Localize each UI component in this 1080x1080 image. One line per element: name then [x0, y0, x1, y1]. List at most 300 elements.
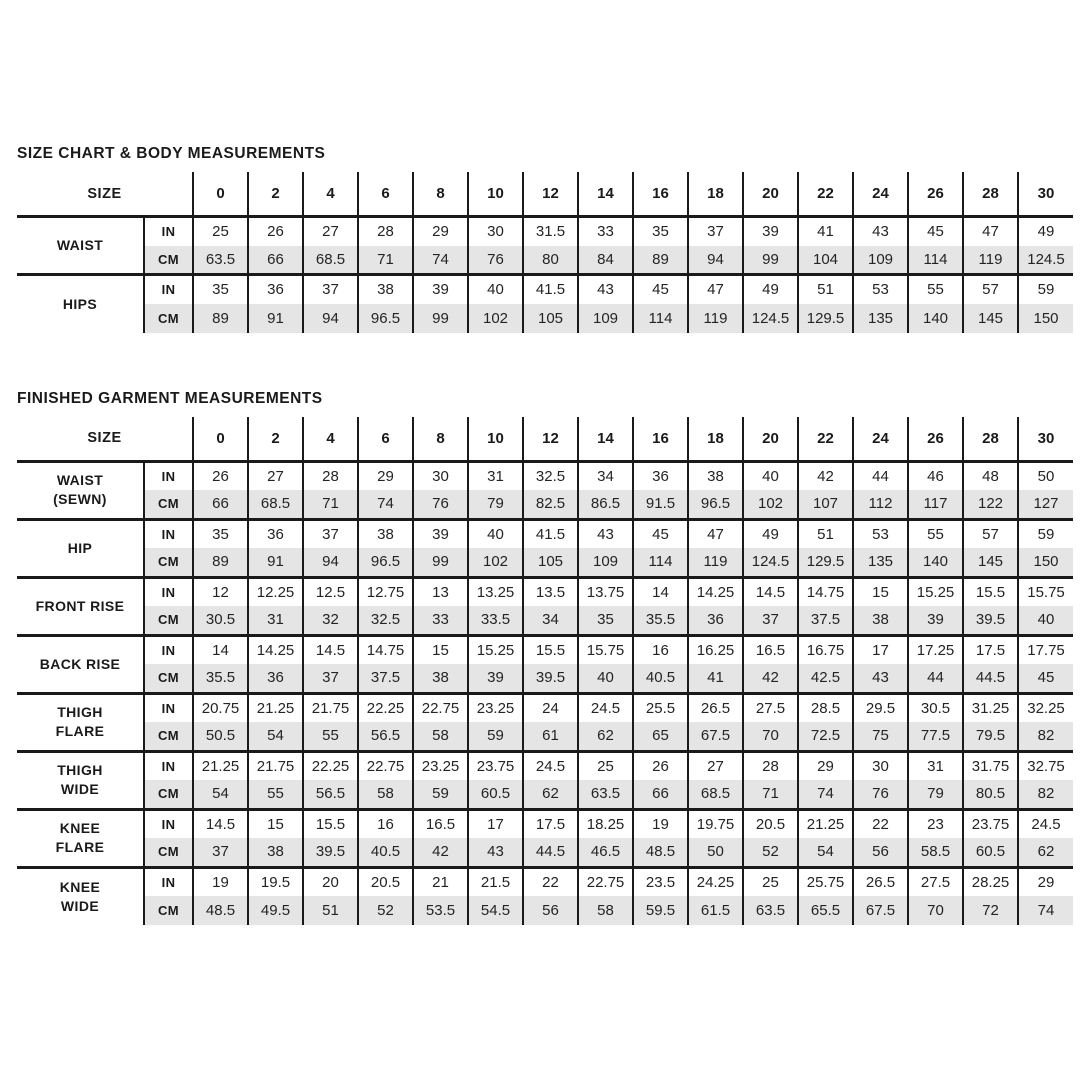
size-column-header: 10	[468, 417, 523, 462]
size-column-header: 24	[853, 172, 908, 217]
measurement-cell: 39.5	[303, 838, 358, 867]
size-column-header: 22	[798, 417, 853, 462]
measurement-cell: 44.5	[523, 838, 578, 867]
measurement-cell: 119	[688, 548, 743, 577]
measurement-cell: 68.5	[688, 780, 743, 809]
measurement-cell: 40.5	[633, 664, 688, 693]
measurement-cell: 38	[853, 606, 908, 635]
measurement-cell: 47	[688, 519, 743, 548]
measurement-cell: 89	[193, 548, 248, 577]
measurement-cell: 114	[908, 246, 963, 275]
measurement-cell: 86.5	[578, 490, 633, 519]
measurement-cell: 48.5	[193, 896, 248, 925]
measurement-cell: 47	[688, 275, 743, 304]
unit-label-in: IN	[144, 809, 193, 838]
measurement-cell: 27.5	[743, 693, 798, 722]
measurement-cell: 135	[853, 548, 908, 577]
measurement-cell: 42	[743, 664, 798, 693]
measurement-cell: 30.5	[193, 606, 248, 635]
measurement-cell: 44	[908, 664, 963, 693]
measurement-cell: 39	[908, 606, 963, 635]
measurement-cell: 31.25	[963, 693, 1018, 722]
measurement-cell: 65.5	[798, 896, 853, 925]
unit-label-in: IN	[144, 635, 193, 664]
measurement-cell: 67.5	[688, 722, 743, 751]
measurement-cell: 23.25	[468, 693, 523, 722]
measurement-cell: 15.75	[578, 635, 633, 664]
measurement-cell: 17	[853, 635, 908, 664]
unit-label-in: IN	[144, 867, 193, 896]
row-label: FRONT RISE	[17, 577, 144, 635]
measurement-cell: 56	[853, 838, 908, 867]
measurement-cell: 119	[963, 246, 1018, 275]
measurement-cell: 112	[853, 490, 908, 519]
measurement-cell: 43	[468, 838, 523, 867]
unit-label-cm: CM	[144, 722, 193, 751]
measurement-cell: 20.5	[358, 867, 413, 896]
measurement-cell: 21.5	[468, 867, 523, 896]
measurement-cell: 37.5	[798, 606, 853, 635]
measurement-row-cm	[17, 606, 1073, 635]
table-header	[17, 417, 1073, 462]
measurement-cell: 15.5	[963, 577, 1018, 606]
measurement-cell: 23	[908, 809, 963, 838]
measurement-cell: 32.25	[1018, 693, 1073, 722]
measurement-cell: 39.5	[523, 664, 578, 693]
measurement-cell: 45	[633, 519, 688, 548]
measurement-cell: 91	[248, 304, 303, 333]
measurement-row-inches	[17, 635, 1073, 664]
measurement-cell: 16	[358, 809, 413, 838]
measurement-row-inches	[17, 577, 1073, 606]
size-column-header: 4	[303, 417, 358, 462]
measurement-cell: 17.75	[1018, 635, 1073, 664]
measurement-cell: 53.5	[413, 896, 468, 925]
measurement-cell: 42.5	[798, 664, 853, 693]
measurement-row-inches	[17, 519, 1073, 548]
size-column-header: 12	[523, 172, 578, 217]
measurement-cell: 50	[688, 838, 743, 867]
size-column-header: 26	[908, 417, 963, 462]
size-column-header: 28	[963, 417, 1018, 462]
measurement-cell: 14.75	[358, 635, 413, 664]
measurement-cell: 62	[1018, 838, 1073, 867]
unit-label-in: IN	[144, 751, 193, 780]
size-column-header: 0	[193, 172, 248, 217]
measurement-cell: 24.5	[1018, 809, 1073, 838]
measurement-cell: 54	[193, 780, 248, 809]
measurement-cell: 31.75	[963, 751, 1018, 780]
measurement-cell: 19.75	[688, 809, 743, 838]
unit-label-cm: CM	[144, 780, 193, 809]
measurement-cell: 48.5	[633, 838, 688, 867]
measurement-cell: 24.5	[523, 751, 578, 780]
size-column-header: 8	[413, 172, 468, 217]
measurement-cell: 52	[358, 896, 413, 925]
unit-label-cm: CM	[144, 304, 193, 333]
measurement-cell: 38	[248, 838, 303, 867]
row-label: KNEE WIDE	[17, 867, 144, 925]
measurement-cell: 79.5	[963, 722, 1018, 751]
size-column-header: 24	[853, 417, 908, 462]
measurement-cell: 31	[468, 461, 523, 490]
unit-label-cm: CM	[144, 548, 193, 577]
measurement-cell: 21.75	[303, 693, 358, 722]
measurement-cell: 91	[248, 548, 303, 577]
measurement-cell: 17.5	[963, 635, 1018, 664]
measurement-cell: 82.5	[523, 490, 578, 519]
unit-label-cm: CM	[144, 246, 193, 275]
size-column-header: 6	[358, 172, 413, 217]
measurement-cell: 33	[578, 217, 633, 246]
measurement-cell: 56	[523, 896, 578, 925]
measurement-cell: 24.5	[578, 693, 633, 722]
measurement-cell: 12.5	[303, 577, 358, 606]
measurement-cell: 84	[578, 246, 633, 275]
measurement-cell: 17	[468, 809, 523, 838]
measurement-cell: 39	[413, 275, 468, 304]
unit-label-in: IN	[144, 577, 193, 606]
measurement-row-cm	[17, 304, 1073, 333]
measurement-cell: 39	[743, 217, 798, 246]
measurement-cell: 12.75	[358, 577, 413, 606]
measurement-cell: 29	[358, 461, 413, 490]
measurement-cell: 45	[633, 275, 688, 304]
body-measurements-section	[17, 145, 1073, 333]
measurement-cell: 34	[523, 606, 578, 635]
size-column-header: 30	[1018, 417, 1073, 462]
measurement-cell: 18.25	[578, 809, 633, 838]
table-header	[17, 172, 1073, 217]
measurement-cell: 27	[303, 217, 358, 246]
measurement-cell: 71	[303, 490, 358, 519]
size-column-header: 2	[248, 172, 303, 217]
measurement-cell: 31.5	[523, 217, 578, 246]
unit-label-in: IN	[144, 217, 193, 246]
measurement-cell: 33	[413, 606, 468, 635]
measurement-cell: 71	[358, 246, 413, 275]
measurement-cell: 26.5	[688, 693, 743, 722]
measurement-cell: 22.75	[358, 751, 413, 780]
measurement-cell: 54	[798, 838, 853, 867]
measurement-cell: 23.75	[963, 809, 1018, 838]
measurement-cell: 30	[413, 461, 468, 490]
unit-label-cm: CM	[144, 490, 193, 519]
measurement-cell: 99	[413, 548, 468, 577]
measurement-cell: 14.5	[193, 809, 248, 838]
measurement-cell: 71	[743, 780, 798, 809]
measurement-cell: 24.25	[688, 867, 743, 896]
measurement-cell: 89	[633, 246, 688, 275]
measurement-cell: 129.5	[798, 548, 853, 577]
size-header-row	[17, 172, 1073, 217]
measurement-cell: 43	[578, 275, 633, 304]
size-column-header: 30	[1018, 172, 1073, 217]
measurement-cell: 46	[908, 461, 963, 490]
measurement-cell: 28.5	[798, 693, 853, 722]
size-column-header: 10	[468, 172, 523, 217]
measurement-cell: 150	[1018, 304, 1073, 333]
garment-measurements-table	[17, 417, 1073, 926]
measurement-cell: 26.5	[853, 867, 908, 896]
measurement-cell: 25	[578, 751, 633, 780]
measurement-cell: 40	[468, 275, 523, 304]
measurement-cell: 35.5	[193, 664, 248, 693]
measurement-cell: 38	[688, 461, 743, 490]
measurement-cell: 58.5	[908, 838, 963, 867]
measurement-cell: 75	[853, 722, 908, 751]
measurement-cell: 15	[413, 635, 468, 664]
measurement-row-inches	[17, 217, 1073, 246]
measurement-cell: 74	[413, 246, 468, 275]
measurement-cell: 21.25	[193, 751, 248, 780]
row-label: BACK RISE	[17, 635, 144, 693]
measurement-cell: 21.25	[248, 693, 303, 722]
measurement-cell: 16.5	[413, 809, 468, 838]
size-column-header: 16	[633, 417, 688, 462]
measurement-cell: 31	[908, 751, 963, 780]
measurement-cell: 29.5	[853, 693, 908, 722]
measurement-cell: 25.75	[798, 867, 853, 896]
measurement-cell: 37.5	[358, 664, 413, 693]
measurement-cell: 61.5	[688, 896, 743, 925]
measurement-cell: 22.25	[303, 751, 358, 780]
measurement-cell: 46.5	[578, 838, 633, 867]
row-label: WAIST	[17, 217, 144, 275]
measurement-cell: 14.25	[688, 577, 743, 606]
garment-measurements-section	[17, 390, 1073, 926]
measurement-cell: 36	[248, 275, 303, 304]
measurement-cell: 19	[193, 867, 248, 896]
size-column-header: 12	[523, 417, 578, 462]
measurement-cell: 40.5	[358, 838, 413, 867]
measurement-cell: 15.5	[523, 635, 578, 664]
measurement-cell: 13	[413, 577, 468, 606]
garment-measurements-title: FINISHED GARMENT MEASUREMENTS	[17, 389, 323, 407]
measurement-row-cm	[17, 664, 1073, 693]
measurement-cell: 96.5	[358, 304, 413, 333]
measurement-cell: 38	[358, 275, 413, 304]
measurement-cell: 59	[413, 780, 468, 809]
size-column-header: 4	[303, 172, 358, 217]
measurement-cell: 41.5	[523, 275, 578, 304]
measurement-cell: 21.25	[798, 809, 853, 838]
measurement-cell: 37	[743, 606, 798, 635]
row-label: KNEE FLARE	[17, 809, 144, 867]
measurement-cell: 35	[193, 519, 248, 548]
measurement-cell: 76	[853, 780, 908, 809]
measurement-cell: 124.5	[1018, 246, 1073, 275]
measurement-cell: 91.5	[633, 490, 688, 519]
measurement-cell: 127	[1018, 490, 1073, 519]
measurement-cell: 48	[963, 461, 1018, 490]
measurement-cell: 59	[1018, 519, 1073, 548]
measurement-cell: 49	[743, 275, 798, 304]
measurement-cell: 15	[853, 577, 908, 606]
measurement-cell: 12.25	[248, 577, 303, 606]
measurement-cell: 96.5	[688, 490, 743, 519]
measurement-cell: 54.5	[468, 896, 523, 925]
measurement-cell: 140	[908, 304, 963, 333]
measurement-cell: 20.75	[193, 693, 248, 722]
measurement-cell: 105	[523, 548, 578, 577]
measurement-cell: 27	[688, 751, 743, 780]
measurement-cell: 53	[853, 519, 908, 548]
measurement-cell: 42	[413, 838, 468, 867]
measurement-cell: 55	[908, 519, 963, 548]
measurement-cell: 150	[1018, 548, 1073, 577]
measurement-cell: 49.5	[248, 896, 303, 925]
measurement-row-inches	[17, 461, 1073, 490]
measurement-cell: 56.5	[303, 780, 358, 809]
measurement-cell: 37	[688, 217, 743, 246]
measurement-cell: 51	[798, 519, 853, 548]
measurement-cell: 58	[358, 780, 413, 809]
measurement-cell: 52	[743, 838, 798, 867]
measurement-cell: 94	[303, 548, 358, 577]
size-header-row	[17, 417, 1073, 462]
measurement-cell: 16.25	[688, 635, 743, 664]
body-measurements-table	[17, 172, 1073, 333]
measurement-row-cm	[17, 246, 1073, 275]
measurement-cell: 16.5	[743, 635, 798, 664]
size-header-label: SIZE	[17, 172, 193, 217]
measurement-cell: 30	[468, 217, 523, 246]
measurement-cell: 29	[1018, 867, 1073, 896]
measurement-cell: 30.5	[908, 693, 963, 722]
measurement-cell: 66	[193, 490, 248, 519]
size-header-label: SIZE	[17, 417, 193, 462]
measurement-cell: 28	[303, 461, 358, 490]
measurement-cell: 41.5	[523, 519, 578, 548]
measurement-cell: 70	[908, 896, 963, 925]
measurement-cell: 15.25	[908, 577, 963, 606]
row-label: THIGH FLARE	[17, 693, 144, 751]
measurement-cell: 105	[523, 304, 578, 333]
measurement-cell: 20.5	[743, 809, 798, 838]
measurement-cell: 39	[468, 664, 523, 693]
measurement-cell: 40	[468, 519, 523, 548]
measurement-cell: 32.5	[523, 461, 578, 490]
measurement-row-cm	[17, 548, 1073, 577]
measurement-cell: 61	[523, 722, 578, 751]
measurement-cell: 114	[633, 304, 688, 333]
measurement-cell: 140	[908, 548, 963, 577]
measurement-cell: 31	[248, 606, 303, 635]
measurement-cell: 12	[193, 577, 248, 606]
measurement-cell: 70	[743, 722, 798, 751]
measurement-cell: 13.5	[523, 577, 578, 606]
measurement-cell: 40	[743, 461, 798, 490]
measurement-cell: 135	[853, 304, 908, 333]
measurement-cell: 57	[963, 275, 1018, 304]
measurement-cell: 39.5	[963, 606, 1018, 635]
row-label: THIGH WIDE	[17, 751, 144, 809]
measurement-cell: 63.5	[578, 780, 633, 809]
measurement-cell: 53	[853, 275, 908, 304]
measurement-cell: 21	[413, 867, 468, 896]
measurement-cell: 122	[963, 490, 1018, 519]
measurement-cell: 59.5	[633, 896, 688, 925]
measurement-cell: 15.5	[303, 809, 358, 838]
measurement-cell: 36	[688, 606, 743, 635]
measurement-cell: 36	[633, 461, 688, 490]
measurement-cell: 145	[963, 548, 1018, 577]
measurement-cell: 22	[853, 809, 908, 838]
measurement-cell: 27.5	[908, 867, 963, 896]
measurement-cell: 28	[743, 751, 798, 780]
size-column-header: 0	[193, 417, 248, 462]
size-column-header: 16	[633, 172, 688, 217]
measurement-cell: 77.5	[908, 722, 963, 751]
row-label: HIPS	[17, 275, 144, 333]
measurement-cell: 35	[633, 217, 688, 246]
measurement-cell: 22.25	[358, 693, 413, 722]
measurement-cell: 36	[248, 664, 303, 693]
measurement-row-cm	[17, 838, 1073, 867]
size-column-header: 18	[688, 172, 743, 217]
measurement-cell: 65	[633, 722, 688, 751]
measurement-cell: 59	[1018, 275, 1073, 304]
measurement-cell: 20	[303, 867, 358, 896]
measurement-cell: 21.75	[248, 751, 303, 780]
measurement-cell: 109	[578, 304, 633, 333]
measurement-cell: 67.5	[853, 896, 908, 925]
size-column-header: 8	[413, 417, 468, 462]
measurement-cell: 26	[633, 751, 688, 780]
measurement-cell: 79	[468, 490, 523, 519]
measurement-cell: 58	[413, 722, 468, 751]
measurement-cell: 62	[578, 722, 633, 751]
measurement-cell: 82	[1018, 722, 1073, 751]
measurement-cell: 58	[578, 896, 633, 925]
measurement-cell: 33.5	[468, 606, 523, 635]
measurement-cell: 94	[688, 246, 743, 275]
measurement-cell: 28	[358, 217, 413, 246]
body-measurements-title: SIZE CHART & BODY MEASUREMENTS	[17, 145, 326, 162]
measurement-cell: 145	[963, 304, 1018, 333]
table-body	[17, 461, 1073, 925]
measurement-cell: 22.75	[578, 867, 633, 896]
measurement-cell: 14.5	[303, 635, 358, 664]
measurement-cell: 96.5	[358, 548, 413, 577]
measurement-cell: 25.5	[633, 693, 688, 722]
measurement-row-inches	[17, 809, 1073, 838]
measurement-cell: 37	[303, 275, 358, 304]
measurement-cell: 63.5	[193, 246, 248, 275]
measurement-cell: 109	[853, 246, 908, 275]
measurement-cell: 28.25	[963, 867, 1018, 896]
measurement-cell: 66	[248, 246, 303, 275]
measurement-cell: 14.75	[798, 577, 853, 606]
measurement-cell: 56.5	[358, 722, 413, 751]
measurement-cell: 109	[578, 548, 633, 577]
measurement-cell: 41	[688, 664, 743, 693]
measurement-cell: 55	[303, 722, 358, 751]
unit-label-in: IN	[144, 693, 193, 722]
measurement-cell: 34	[578, 461, 633, 490]
measurement-cell: 41	[798, 217, 853, 246]
measurement-cell: 114	[633, 548, 688, 577]
measurement-cell: 74	[798, 780, 853, 809]
measurement-cell: 60.5	[963, 838, 1018, 867]
unit-label-in: IN	[144, 275, 193, 304]
unit-label-cm: CM	[144, 838, 193, 867]
measurement-cell: 17.5	[523, 809, 578, 838]
measurement-row-inches	[17, 867, 1073, 896]
measurement-cell: 19	[633, 809, 688, 838]
measurement-cell: 74	[1018, 896, 1073, 925]
